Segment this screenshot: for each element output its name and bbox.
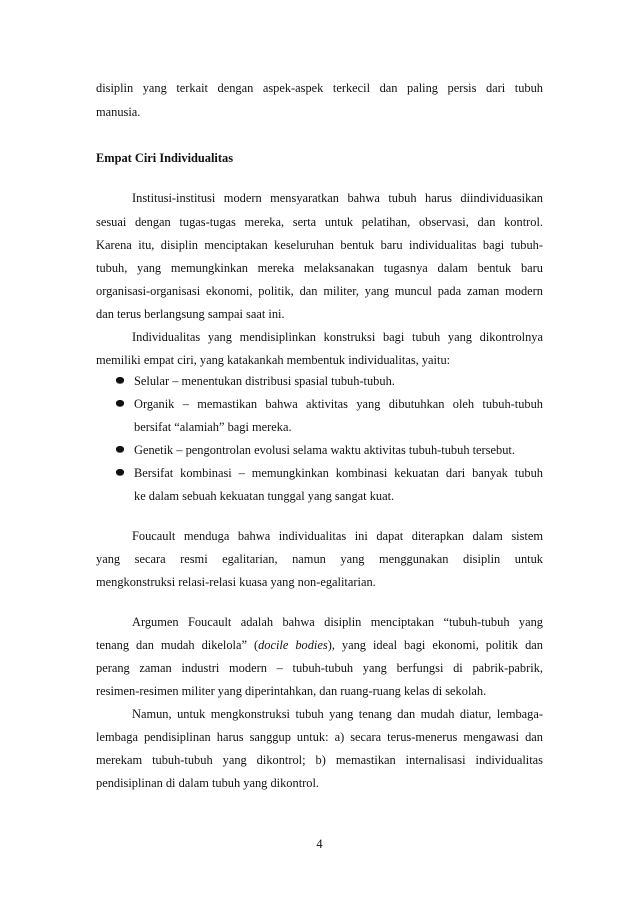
paragraph-line: memiliki empat ciri, yang katakankah membentuk individualitas, yaitu: <box>96 353 451 367</box>
paragraph-line: lembaga pendisiplinan harus sanggup untuk: a) secara terus-menerus mengawasi dan <box>96 730 543 744</box>
list-item-line: bersifat “alamiah” bagi mereka. <box>134 420 292 434</box>
bullet-icon <box>116 469 124 475</box>
document-page <box>96 0 543 903</box>
paragraph-line: Foucault menduga bahwa individualitas ini dapat diterapkan dalam sistem <box>132 529 543 543</box>
paragraph-line: merekam tubuh-tubuh yang dikontrol; b) memastikan internalisasi individualitas <box>96 753 543 767</box>
bullet-icon <box>116 400 124 406</box>
bullet-icon <box>116 446 124 452</box>
paragraph-line: Karena itu, disiplin menciptakan keseluruhan bentuk baru individualitas bagi tubuh- <box>96 238 543 252</box>
list-item-line: Organik – memastikan bahwa aktivitas yang dibutuhkan oleh tubuh-tubuh <box>134 397 543 411</box>
bullet-icon <box>116 377 124 383</box>
paragraph-line: tubuh, yang memungkinkan mereka melaksanakan tugasnya dalam bentuk baru <box>96 261 543 275</box>
list-item-line: Selular – menentukan distribusi spasial tubuh-tubuh. <box>134 374 395 388</box>
paragraph-line: Individualitas yang mendisiplinkan konstruksi bagi tubuh yang dikontrolnya <box>132 330 543 344</box>
paragraph-line: dan terus berlangsung sampai saat ini. <box>96 307 285 321</box>
paragraph-line: manusia. <box>96 105 141 119</box>
paragraph-line <box>96 637 543 653</box>
paragraph-line: sesuai dengan tugas-tugas mereka, serta untuk pelatihan, observasi, dan kontrol. <box>96 215 543 229</box>
paragraph-line: mengkonstruksi relasi-relasi kuasa yang non-egalitarian. <box>96 575 376 589</box>
paragraph-line: disiplin yang terkait dengan aspek-aspek terkecil dan paling persis dari tubuh <box>96 81 543 95</box>
text-span: tenang dan mudah dikelola” ( <box>96 638 259 652</box>
list-item-line: ke dalam sebuah kekuatan tunggal yang sangat kuat. <box>134 489 395 503</box>
paragraph-line: resimen-resimen militer yang diperintahkan, dan ruang-ruang kelas di sekolah. <box>96 684 487 698</box>
text-span: ), yang ideal bagi ekonomi, politik dan <box>327 638 543 652</box>
paragraph-line: Institusi-institusi modern mensyaratkan bahwa tubuh harus diindividuasikan <box>132 191 543 205</box>
italic-term: docile bodies <box>258 638 328 652</box>
paragraph-line: Namun, untuk mengkonstruksi tubuh yang tenang dan mudah diatur, lembaga- <box>132 707 543 721</box>
list-item-line: Bersifat kombinasi – memungkinkan kombinasi kekuatan dari banyak tubuh <box>134 466 543 480</box>
paragraph-line: Argumen Foucault adalah bahwa disiplin menciptakan “tubuh-tubuh yang <box>132 615 543 629</box>
paragraph-line: yang secara resmi egalitarian, namun yang menggunakan disiplin untuk <box>96 552 543 566</box>
paragraph-line: perang zaman industri modern – tubuh-tubuh yang berfungsi di pabrik-pabrik, <box>96 661 543 675</box>
page-number: 4 <box>316 837 323 851</box>
list-item-line: Genetik – pengontrolan evolusi selama waktu aktivitas tubuh-tubuh tersebut. <box>134 443 515 457</box>
section-heading: Empat Ciri Individualitas <box>96 151 234 165</box>
paragraph-line: organisasi-organisasi ekonomi, politik, dan militer, yang muncul pada zaman modern <box>96 284 543 298</box>
paragraph-line: pendisiplinan di dalam tubuh yang dikontrol. <box>96 776 320 790</box>
